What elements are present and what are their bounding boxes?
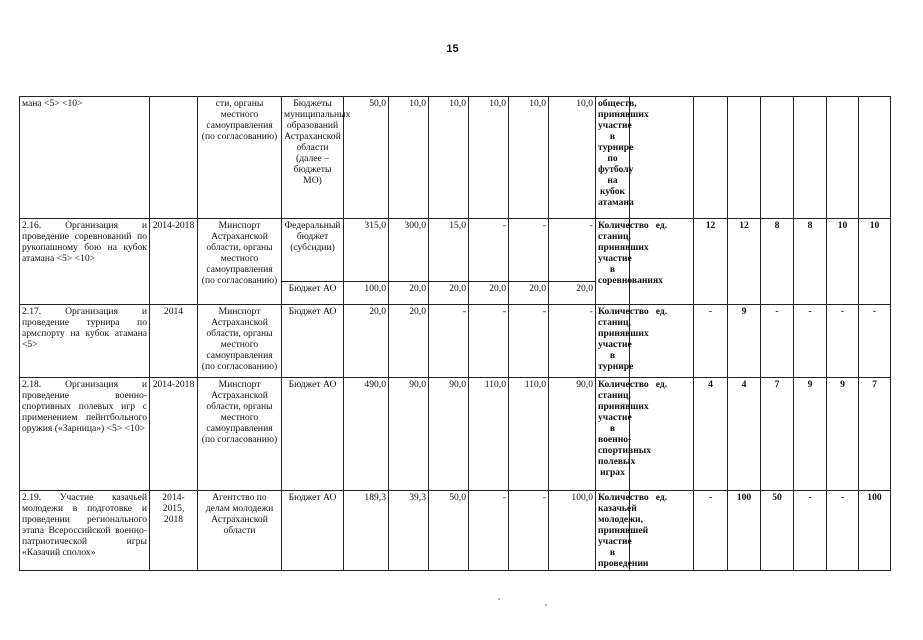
target-value: 9 [794,378,827,491]
target-value: - [859,305,891,378]
indicator: Количество станиц, принявших участие в военно-спортивных полевых играх [596,378,630,491]
target-value [794,97,827,219]
funding-value: 10,0 [389,97,429,219]
indicator: Количество станиц, принявших участие в соревнованиях [596,219,630,305]
table-row [20,305,923,378]
target-value: - [761,305,794,378]
target-value: 12 [728,219,761,305]
measure-name: 2.19. Участие казачьей молодежи в подготовке и проведении регионального этапа Всероссийской военно-патриотической игры «Казачий сполох» [20,491,150,571]
scan-speck [498,598,500,600]
funding-value: - [469,219,509,282]
funding-source: Бюджет АО [282,378,344,491]
period: 2014 [150,305,198,378]
funding-value: - [509,305,549,378]
unit: ед. [630,305,694,378]
target-value: 100 [728,491,761,571]
period: 2014-2018 [150,219,198,305]
target-value: 7 [761,378,794,491]
target-value [728,97,761,219]
target-value: 8 [761,219,794,305]
period: 2014-2015, 2018 [150,491,198,571]
indicator: Количество станиц, принявших участие в турнире [596,305,630,378]
unit: ед. [630,378,694,491]
funding-value: 10,0 [509,97,549,219]
funding-value: 20,0 [389,305,429,378]
funding-value: 490,0 [344,378,389,491]
funding-value: - [509,491,549,571]
funding-value: 15,0 [429,219,469,282]
executor: Минспорт Астраханской области, органы местного самоуправления (по согласованию) [198,305,282,378]
target-value: 100 [859,491,891,571]
table-row [20,97,923,219]
funding-source: Бюджет АО [282,282,344,305]
funding-value: - [469,491,509,571]
target-value: 4 [694,378,728,491]
measure-name: мана <5> <10> [20,97,150,219]
funding-value: - [549,305,596,378]
funding-value: 10,0 [549,97,596,219]
unit: ед. [630,491,694,571]
funding-value: 10,0 [429,97,469,219]
funding-value: 50,0 [429,491,469,571]
unit: ед. [630,219,694,305]
funding-value: - [429,305,469,378]
target-value: 10 [859,219,891,305]
funding-source: Бюджет АО [282,305,344,378]
funding-value: 20,0 [549,282,596,305]
funding-value: 10,0 [469,97,509,219]
funding-value: 189,3 [344,491,389,571]
target-value: - [794,305,827,378]
funding-value: 90,0 [389,378,429,491]
target-value: - [694,305,728,378]
executor: сти, органы местного самоуправления (по согласованию) [198,97,282,219]
target-value [827,97,859,219]
funding-source: Федеральный бюджет (субсидии) [282,219,344,282]
funding-value: 100,0 [549,491,596,571]
funding-value: 20,0 [429,282,469,305]
table-row [20,491,923,571]
funding-value: - [469,305,509,378]
funding-value: 110,0 [509,378,549,491]
funding-value: 39,3 [389,491,429,571]
funding-value: - [509,219,549,282]
funding-value: 100,0 [344,282,389,305]
funding-value: - [549,219,596,282]
executor: Агентство по делам молодежи Астраханской области [198,491,282,571]
target-value: - [694,491,728,571]
target-value: - [827,491,859,571]
funding-value: 20,0 [509,282,549,305]
period [150,97,198,219]
program-table [19,96,923,571]
indicator: обществ, принявших участие в турнире по футболу на кубок атамана [596,97,630,219]
target-value: - [827,305,859,378]
funding-value: 20,0 [389,282,429,305]
target-value: 10 [827,219,859,305]
target-value: 12 [694,219,728,305]
target-value: 9 [728,305,761,378]
target-value: 8 [794,219,827,305]
funding-value: 20,0 [344,305,389,378]
funding-value: 315,0 [344,219,389,282]
target-value: 7 [859,378,891,491]
target-value [761,97,794,219]
measure-name: 2.17. Организация и проведение турнира по армспорту на кубок атамана <5> [20,305,150,378]
page-number: 15 [446,43,459,55]
funding-source: Бюджеты муниципальных образований Астраханской области (далее – бюджеты МО) [282,97,344,219]
target-value: 4 [728,378,761,491]
table-row [20,378,923,491]
funding-value: 90,0 [429,378,469,491]
indicator: Количество казачьей молодежи, принявшей участие в проведении [596,491,630,571]
measure-name: 2.18. Организация и проведение военно-спортивных полевых игр с применением пейнтбольного оружия («Зарница») <5> <10> [20,378,150,491]
measure-name: 2.16. Организация и проведение соревнований по рукопашному бою на кубок атамана <5> <10> [20,219,150,305]
target-value: 50 [761,491,794,571]
funding-value: 50,0 [344,97,389,219]
period: 2014-2018 [150,378,198,491]
executor: Минспорт Астраханской области, органы местного самоуправления (по согласованию) [198,378,282,491]
target-value: - [794,491,827,571]
funding-value: 110,0 [469,378,509,491]
target-value: 9 [827,378,859,491]
funding-value: 20,0 [469,282,509,305]
target-value [859,97,891,219]
target-value [694,97,728,219]
executor: Минспорт Астраханской области, органы местного самоуправления (по согласованию) [198,219,282,305]
scan-speck [545,604,547,606]
table-row [20,219,923,282]
funding-source: Бюджет АО [282,491,344,571]
funding-value: 90,0 [549,378,596,491]
funding-value: 300,0 [389,219,429,282]
